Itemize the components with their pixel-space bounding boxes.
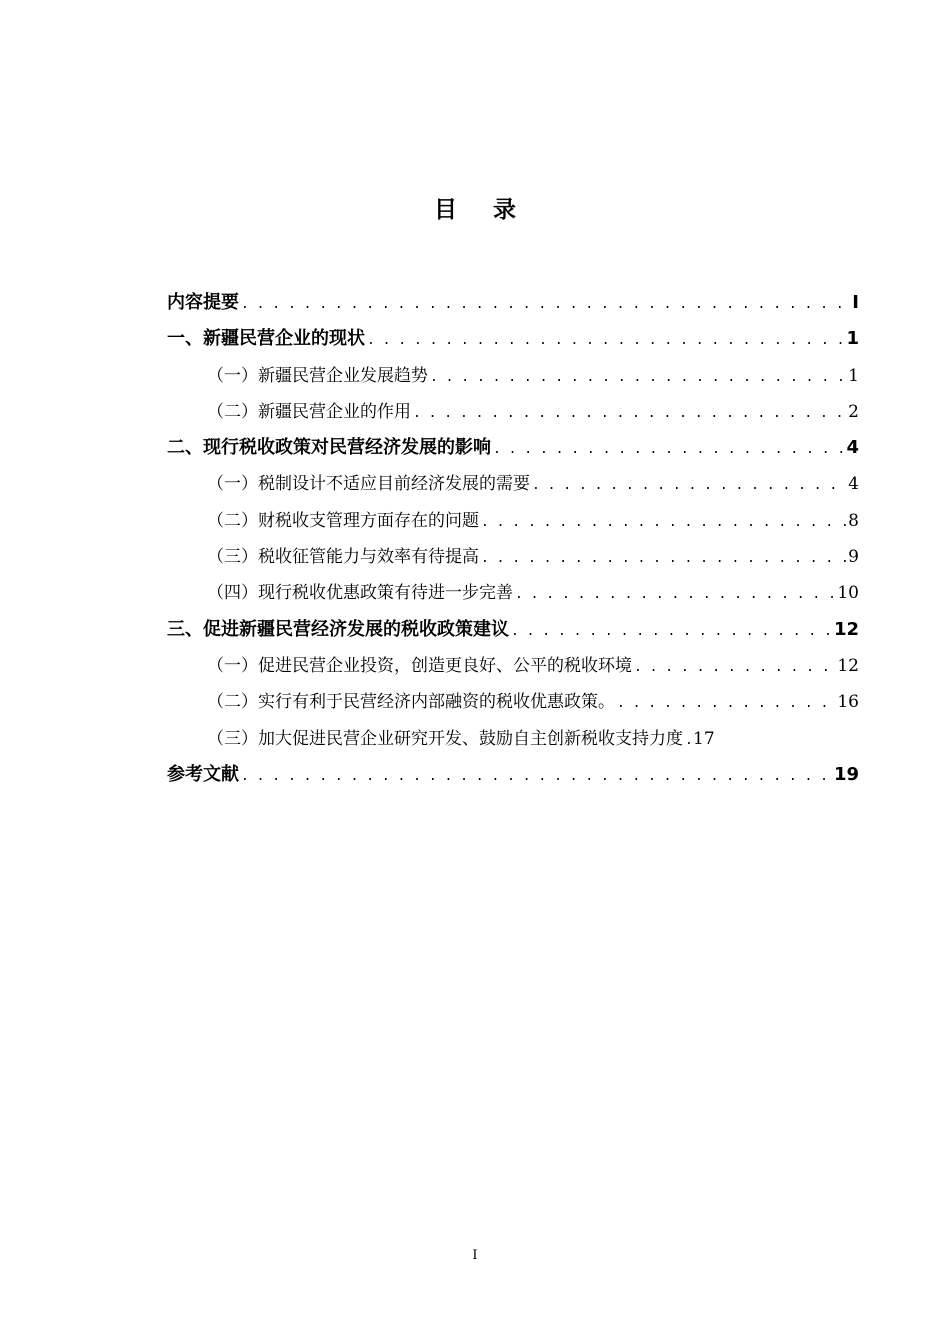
toc-dot-leader <box>511 612 832 650</box>
toc-dot-leader <box>515 575 835 613</box>
toc-page-number: 4 <box>846 437 859 459</box>
toc-dot-leader <box>532 466 846 504</box>
toc-entry-title: （二）新疆民营企业的作用 <box>207 401 411 422</box>
toc-dot-leader <box>634 648 835 686</box>
toc-page-number: 4 <box>848 474 859 495</box>
toc-entry-title: （二）财税收支管理方面存在的问题 <box>207 510 479 531</box>
toc-entry[interactable] <box>167 648 859 684</box>
toc-entry-title: （一）税制设计不适应目前经济发展的需要 <box>207 474 530 495</box>
toc-dot-leader <box>241 757 832 795</box>
toc-dot-leader <box>430 358 846 396</box>
toc-page-number: 12 <box>833 618 859 640</box>
toc-entry[interactable] <box>167 684 859 720</box>
toc-entry[interactable] <box>167 575 859 611</box>
toc-entry-title: （四）现行税收优惠政策有待进一步完善 <box>207 583 513 604</box>
toc-dot-leader <box>617 684 835 722</box>
toc-entry[interactable] <box>167 757 859 793</box>
toc-entry-title: （二）实行有利于民营经济内部融资的税收优惠政策。 <box>207 692 615 713</box>
page-title: 目 录 <box>433 197 530 223</box>
toc-page-number: I <box>852 292 859 313</box>
toc-page-number: 16 <box>837 692 859 713</box>
toc-entry[interactable] <box>167 394 859 430</box>
toc-entry-title: 参考文献 <box>167 763 239 785</box>
toc-page-number: 1 <box>846 328 859 350</box>
toc-entry-title: （三）税收征管能力与效率有待提高 <box>207 547 479 568</box>
toc-page-number: 10 <box>837 583 859 604</box>
toc-entry[interactable] <box>167 539 859 575</box>
toc-page-number: 8 <box>848 510 859 531</box>
toc-entry[interactable] <box>167 466 859 502</box>
toc-dot-leader <box>481 503 846 541</box>
toc-dot-leader <box>367 321 844 359</box>
toc-page-number: 2 <box>848 401 859 422</box>
footer-page-number: I <box>472 1248 478 1263</box>
toc-entry[interactable] <box>167 430 859 466</box>
toc-entry[interactable] <box>167 321 859 357</box>
toc-entry[interactable] <box>167 612 859 648</box>
table-of-contents <box>167 285 859 793</box>
toc-dot-leader <box>413 394 846 432</box>
toc-entry[interactable] <box>167 503 859 539</box>
toc-dot-leader <box>241 285 850 323</box>
toc-entry-title: 内容提要 <box>167 292 239 313</box>
toc-entry-title: （一）促进民营企业投资，创造更良好、公平的税收环境 <box>207 655 632 676</box>
toc-page-number: 17 <box>693 728 715 749</box>
toc-dot-leader <box>493 430 844 468</box>
toc-entry-title: （三）加大促进民营企业研究开发、鼓励自主创新税收支持力度 <box>207 728 683 749</box>
toc-page-number: 19 <box>833 763 859 785</box>
toc-page-number: 9 <box>848 547 859 568</box>
toc-page-number: 12 <box>837 655 859 676</box>
toc-entry-title: 二、现行税收政策对民营经济发展的影响 <box>167 437 491 459</box>
toc-entry-title: （一）新疆民营企业发展趋势 <box>207 365 428 386</box>
toc-dot-leader <box>685 721 691 759</box>
toc-entry[interactable] <box>167 285 859 321</box>
toc-page-number: 1 <box>848 365 859 386</box>
toc-dot-leader <box>481 539 846 577</box>
toc-entry[interactable] <box>167 358 859 394</box>
toc-entry[interactable] <box>167 721 859 757</box>
toc-entry-title: 三、促进新疆民营经济发展的税收政策建议 <box>167 618 509 640</box>
toc-entry-title: 一、新疆民营企业的现状 <box>167 328 365 350</box>
